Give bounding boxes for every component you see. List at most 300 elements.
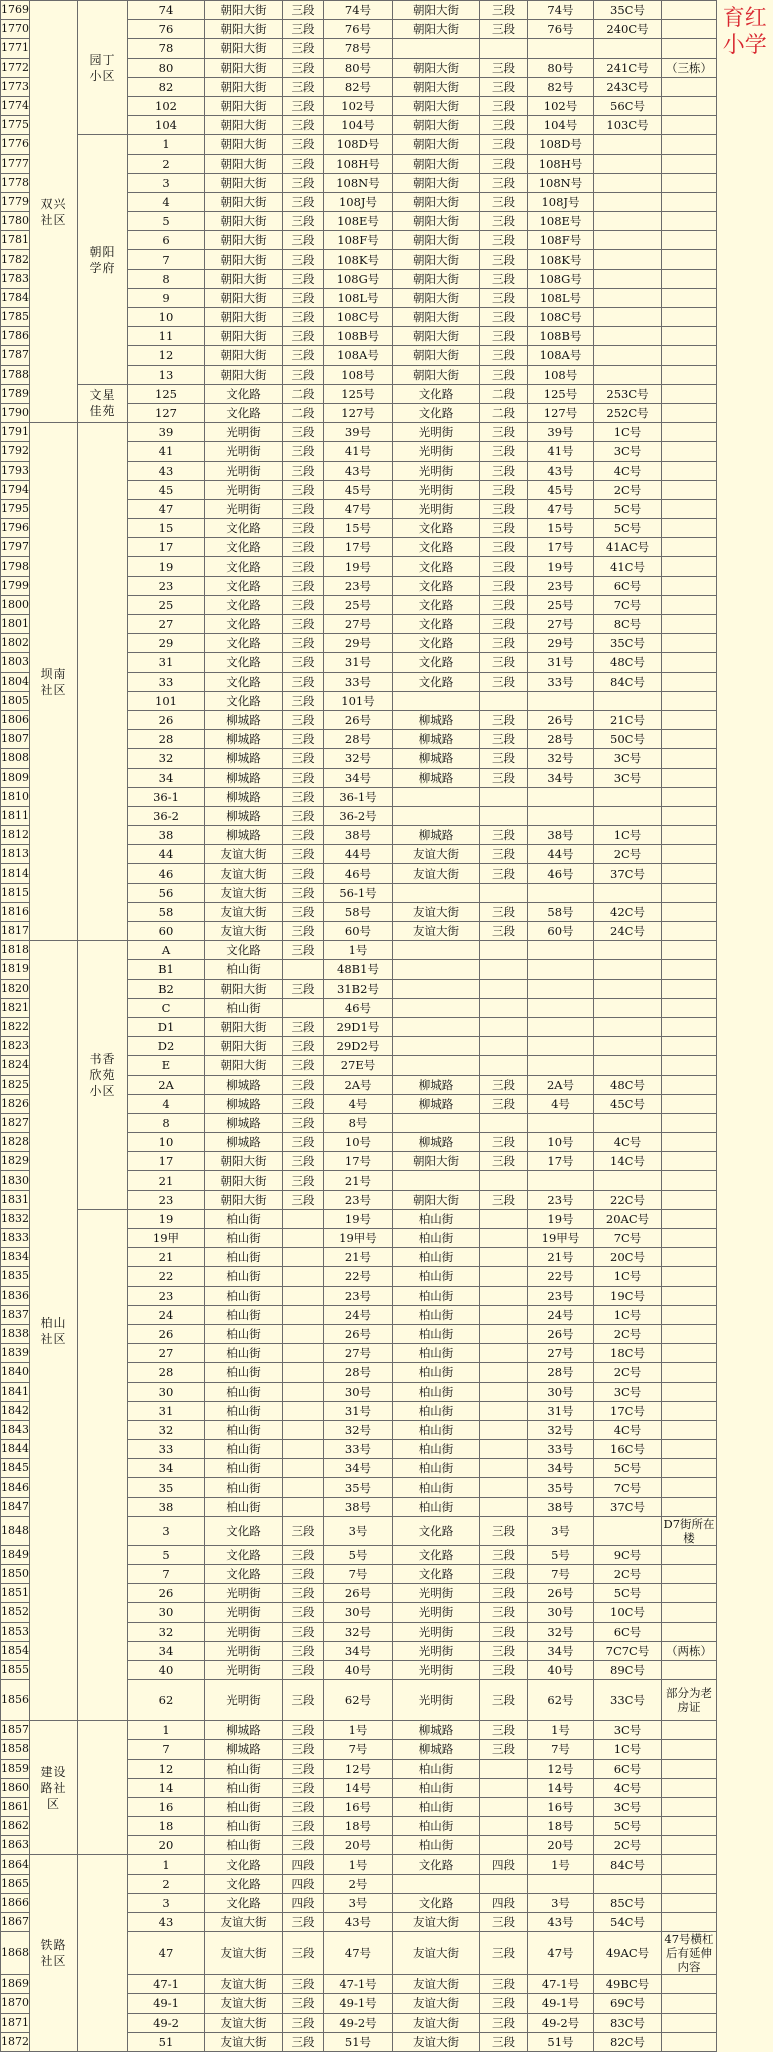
section-cell: 三段 — [283, 269, 324, 288]
door-no-registered-cell — [528, 979, 594, 998]
section-registered-cell: 四段 — [480, 1893, 528, 1912]
row-index-cell: 1843 — [1, 1420, 30, 1439]
building-code-cell — [594, 308, 662, 327]
note-cell — [662, 1420, 717, 1439]
table-row — [1, 1209, 773, 1228]
street-cell: 光明街 — [205, 1641, 283, 1660]
door-no-registered-cell: 33号 — [528, 672, 594, 691]
section-registered-cell: 三段 — [480, 192, 528, 211]
building-no-cell: 35 — [128, 1478, 205, 1497]
community-name-cell: 坝南 社区 — [30, 423, 78, 941]
row-index-cell: 1861 — [1, 1797, 30, 1816]
note-cell — [662, 1817, 717, 1836]
street-registered-cell: 柳城路 — [393, 768, 480, 787]
building-no-cell: 32 — [128, 1622, 205, 1641]
street-registered-cell: 柳城路 — [393, 1094, 480, 1113]
door-no-registered-cell: 3号 — [528, 1516, 594, 1545]
street-cell: 光明街 — [205, 1660, 283, 1679]
section-registered-cell — [480, 1171, 528, 1190]
section-registered-cell: 三段 — [480, 58, 528, 77]
door-no-registered-cell: 1号 — [528, 1855, 594, 1874]
street-cell: 文化路 — [205, 691, 283, 710]
door-no-registered-cell: 20号 — [528, 1836, 594, 1855]
street-registered-cell: 光明街 — [393, 423, 480, 442]
street-registered-cell: 柏山街 — [393, 1305, 480, 1324]
row-index-cell: 1793 — [1, 461, 30, 480]
street-cell: 柏山街 — [205, 1324, 283, 1343]
building-no-cell: 7 — [128, 1740, 205, 1759]
street-cell: 朝阳大街 — [205, 58, 283, 77]
door-no-cell: 19甲号 — [324, 1229, 393, 1248]
section-cell: 三段 — [283, 538, 324, 557]
row-index-cell: 1800 — [1, 595, 30, 614]
street-cell: 文化路 — [205, 1855, 283, 1874]
street-registered-cell: 友谊大街 — [393, 922, 480, 941]
street-registered-cell: 朝阳大街 — [393, 231, 480, 250]
street-registered-cell: 光明街 — [393, 1641, 480, 1660]
section-registered-cell: 三段 — [480, 480, 528, 499]
building-code-cell: 17C号 — [594, 1401, 662, 1420]
building-no-cell: 29 — [128, 634, 205, 653]
section-registered-cell: 三段 — [480, 1565, 528, 1584]
note-cell — [662, 1305, 717, 1324]
street-cell: 文化路 — [205, 941, 283, 960]
section-cell — [283, 1382, 324, 1401]
row-index-cell: 1785 — [1, 308, 30, 327]
door-no-registered-cell — [528, 1017, 594, 1036]
note-cell — [662, 1740, 717, 1759]
door-no-cell: 48B1号 — [324, 960, 393, 979]
building-no-cell: 1 — [128, 1721, 205, 1740]
door-no-registered-cell: 3号 — [528, 1893, 594, 1912]
door-no-cell: 108G号 — [324, 269, 393, 288]
street-cell: 朝阳大街 — [205, 1037, 283, 1056]
building-code-cell — [594, 327, 662, 346]
building-no-cell: 4 — [128, 192, 205, 211]
street-cell: 光明街 — [205, 1680, 283, 1721]
row-index-cell: 1790 — [1, 403, 30, 422]
section-registered-cell — [480, 1056, 528, 1075]
row-index-cell: 1798 — [1, 557, 30, 576]
street-registered-cell: 文化路 — [393, 519, 480, 538]
door-no-registered-cell: 26号 — [528, 1584, 594, 1603]
building-no-cell: C — [128, 998, 205, 1017]
street-cell: 柳城路 — [205, 749, 283, 768]
row-index-cell: 1812 — [1, 826, 30, 845]
note-cell — [662, 1229, 717, 1248]
section-cell: 三段 — [283, 845, 324, 864]
section-cell — [283, 1305, 324, 1324]
building-code-cell: 3C号 — [594, 1721, 662, 1740]
row-index-cell: 1772 — [1, 58, 30, 77]
row-index-cell: 1868 — [1, 1932, 30, 1975]
row-index-cell: 1784 — [1, 288, 30, 307]
street-registered-cell: 光明街 — [393, 461, 480, 480]
row-index-cell: 1809 — [1, 768, 30, 787]
door-no-cell: 102号 — [324, 96, 393, 115]
section-cell: 三段 — [283, 116, 324, 135]
door-no-registered-cell: 108号 — [528, 365, 594, 384]
section-registered-cell — [480, 1440, 528, 1459]
door-no-cell: 108F号 — [324, 231, 393, 250]
section-cell: 三段 — [283, 2013, 324, 2032]
note-cell — [662, 1113, 717, 1132]
row-index-cell: 1825 — [1, 1075, 30, 1094]
door-no-cell: 108H号 — [324, 154, 393, 173]
door-no-cell: 17号 — [324, 538, 393, 557]
door-no-cell: 78号 — [324, 39, 393, 58]
street-cell: 朝阳大街 — [205, 212, 283, 231]
row-index-cell: 1853 — [1, 1622, 30, 1641]
street-cell: 文化路 — [205, 519, 283, 538]
section-registered-cell: 三段 — [480, 653, 528, 672]
door-no-cell: 108E号 — [324, 212, 393, 231]
door-no-registered-cell: 15号 — [528, 519, 594, 538]
street-registered-cell: 柳城路 — [393, 1721, 480, 1740]
street-registered-cell: 柏山街 — [393, 1836, 480, 1855]
door-no-registered-cell: 49-2号 — [528, 2013, 594, 2032]
building-code-cell: 54C号 — [594, 1913, 662, 1932]
building-code-cell: 7C号 — [594, 1229, 662, 1248]
section-registered-cell: 三段 — [480, 365, 528, 384]
section-registered-cell: 三段 — [480, 1603, 528, 1622]
section-cell: 三段 — [283, 595, 324, 614]
street-cell: 文化路 — [205, 403, 283, 422]
building-no-cell: 21 — [128, 1171, 205, 1190]
door-no-registered-cell: 34号 — [528, 768, 594, 787]
note-cell — [662, 538, 717, 557]
street-cell: 朝阳大街 — [205, 327, 283, 346]
street-cell: 柏山街 — [205, 1836, 283, 1855]
row-index-cell: 1857 — [1, 1721, 30, 1740]
building-no-cell: 30 — [128, 1603, 205, 1622]
door-no-cell: 45号 — [324, 480, 393, 499]
street-cell: 朝阳大街 — [205, 1, 283, 20]
door-no-registered-cell: 34号 — [528, 1459, 594, 1478]
section-registered-cell: 三段 — [480, 826, 528, 845]
door-no-cell: 1号 — [324, 1855, 393, 1874]
row-index-cell: 1858 — [1, 1740, 30, 1759]
door-no-cell: 32号 — [324, 749, 393, 768]
building-no-cell: 41 — [128, 442, 205, 461]
section-cell: 三段 — [283, 806, 324, 825]
section-cell: 三段 — [283, 212, 324, 231]
street-cell: 柏山街 — [205, 1363, 283, 1382]
door-no-cell: 32号 — [324, 1622, 393, 1641]
section-cell — [283, 1497, 324, 1516]
note-cell — [662, 864, 717, 883]
door-no-registered-cell: 23号 — [528, 1286, 594, 1305]
building-code-cell: 56C号 — [594, 96, 662, 115]
street-cell: 柳城路 — [205, 1075, 283, 1094]
row-index-cell: 1837 — [1, 1305, 30, 1324]
row-index-cell: 1775 — [1, 116, 30, 135]
building-code-cell: 243C号 — [594, 77, 662, 96]
note-cell — [662, 806, 717, 825]
door-no-cell: 19号 — [324, 557, 393, 576]
building-no-cell: 51 — [128, 2032, 205, 2051]
street-cell: 朝阳大街 — [205, 135, 283, 154]
row-index-cell: 1770 — [1, 20, 30, 39]
building-code-cell: 241C号 — [594, 58, 662, 77]
row-index-cell: 1831 — [1, 1190, 30, 1209]
street-cell: 柏山街 — [205, 1478, 283, 1497]
section-cell: 三段 — [283, 557, 324, 576]
door-no-cell: 108J号 — [324, 192, 393, 211]
street-cell: 朝阳大街 — [205, 1017, 283, 1036]
section-cell: 三段 — [283, 308, 324, 327]
building-no-cell: 17 — [128, 538, 205, 557]
street-registered-cell: 光明街 — [393, 442, 480, 461]
row-index-cell: 1815 — [1, 883, 30, 902]
section-cell: 三段 — [283, 1817, 324, 1836]
note-cell — [662, 384, 717, 403]
row-index-cell: 1791 — [1, 423, 30, 442]
door-no-registered-cell: 25号 — [528, 595, 594, 614]
row-index-cell: 1850 — [1, 1565, 30, 1584]
note-cell — [662, 1017, 717, 1036]
street-registered-cell: 柏山街 — [393, 1778, 480, 1797]
street-cell: 柳城路 — [205, 768, 283, 787]
building-code-cell: 41C号 — [594, 557, 662, 576]
school-name-watermark: 育红 小学 — [722, 5, 767, 58]
section-cell — [283, 1286, 324, 1305]
street-registered-cell: 柏山街 — [393, 1497, 480, 1516]
section-registered-cell: 三段 — [480, 1994, 528, 2013]
door-no-cell: 23号 — [324, 1190, 393, 1209]
street-registered-cell — [393, 806, 480, 825]
street-cell: 柏山街 — [205, 1229, 283, 1248]
door-no-cell: 62号 — [324, 1680, 393, 1721]
section-cell: 三段 — [283, 1641, 324, 1660]
building-code-cell — [594, 979, 662, 998]
door-no-cell: 47-1号 — [324, 1975, 393, 1994]
door-no-cell: 24号 — [324, 1305, 393, 1324]
door-no-cell: 34号 — [324, 1641, 393, 1660]
note-cell — [662, 1401, 717, 1420]
building-no-cell: 58 — [128, 902, 205, 921]
section-cell: 三段 — [283, 1584, 324, 1603]
building-no-cell: 2A — [128, 1075, 205, 1094]
building-code-cell: 5C号 — [594, 519, 662, 538]
section-registered-cell: 三段 — [480, 768, 528, 787]
street-registered-cell: 柳城路 — [393, 749, 480, 768]
note-cell — [662, 135, 717, 154]
building-no-cell: 76 — [128, 20, 205, 39]
section-registered-cell: 三段 — [480, 595, 528, 614]
building-no-cell: 20 — [128, 1836, 205, 1855]
door-no-registered-cell: 32号 — [528, 749, 594, 768]
note-cell — [662, 499, 717, 518]
section-registered-cell — [480, 1267, 528, 1286]
door-no-cell: 34号 — [324, 1459, 393, 1478]
building-code-cell: 48C号 — [594, 1075, 662, 1094]
street-registered-cell: 友谊大街 — [393, 845, 480, 864]
door-no-registered-cell — [528, 1113, 594, 1132]
door-no-cell: 26号 — [324, 1324, 393, 1343]
street-registered-cell: 朝阳大街 — [393, 116, 480, 135]
building-no-cell: 34 — [128, 1459, 205, 1478]
section-cell — [283, 1324, 324, 1343]
street-cell: 光明街 — [205, 1584, 283, 1603]
door-no-registered-cell: 1号 — [528, 1721, 594, 1740]
street-cell: 朝阳大街 — [205, 1171, 283, 1190]
street-registered-cell: 光明街 — [393, 480, 480, 499]
door-no-registered-cell — [528, 998, 594, 1017]
door-no-cell: 23号 — [324, 576, 393, 595]
section-registered-cell: 三段 — [480, 922, 528, 941]
note-cell — [662, 1836, 717, 1855]
building-no-cell: A — [128, 941, 205, 960]
section-registered-cell — [480, 1363, 528, 1382]
building-code-cell — [594, 39, 662, 58]
door-no-registered-cell: 125号 — [528, 384, 594, 403]
community-name-cell: 建设 路社 区 — [30, 1721, 78, 1855]
street-registered-cell: 文化路 — [393, 1565, 480, 1584]
building-code-cell — [594, 806, 662, 825]
door-no-registered-cell — [528, 941, 594, 960]
section-registered-cell — [480, 1113, 528, 1132]
building-code-cell: 6C号 — [594, 1759, 662, 1778]
street-cell: 友谊大街 — [205, 1975, 283, 1994]
note-cell — [662, 1565, 717, 1584]
building-code-cell: 5C号 — [594, 1584, 662, 1603]
note-cell — [662, 672, 717, 691]
section-cell: 三段 — [283, 250, 324, 269]
building-no-cell: 7 — [128, 1565, 205, 1584]
street-cell: 光明街 — [205, 1603, 283, 1622]
building-no-cell: 56 — [128, 883, 205, 902]
section-registered-cell — [480, 39, 528, 58]
row-index-cell: 1818 — [1, 941, 30, 960]
note-cell — [662, 96, 717, 115]
street-registered-cell: 文化路 — [393, 1516, 480, 1545]
door-no-registered-cell: 108N号 — [528, 173, 594, 192]
section-cell — [283, 1459, 324, 1478]
building-no-cell: 31 — [128, 1401, 205, 1420]
row-index-cell: 1799 — [1, 576, 30, 595]
building-no-cell: 5 — [128, 1545, 205, 1564]
note-cell — [662, 1759, 717, 1778]
street-cell: 文化路 — [205, 595, 283, 614]
door-no-registered-cell: 49-1号 — [528, 1994, 594, 2013]
street-cell: 朝阳大街 — [205, 250, 283, 269]
section-cell: 四段 — [283, 1874, 324, 1893]
building-code-cell: 3C号 — [594, 749, 662, 768]
row-index-cell: 1779 — [1, 192, 30, 211]
note-cell — [662, 423, 717, 442]
building-code-cell — [594, 365, 662, 384]
row-index-cell: 1795 — [1, 499, 30, 518]
street-cell: 友谊大街 — [205, 922, 283, 941]
building-code-cell: 49BC号 — [594, 1975, 662, 1994]
door-no-cell: 47号 — [324, 1932, 393, 1975]
section-registered-cell — [480, 1459, 528, 1478]
building-no-cell: 39 — [128, 423, 205, 442]
building-code-cell — [594, 231, 662, 250]
building-code-cell: 2C号 — [594, 845, 662, 864]
street-registered-cell: 朝阳大街 — [393, 212, 480, 231]
building-no-cell: B2 — [128, 979, 205, 998]
note-cell — [662, 288, 717, 307]
section-cell: 三段 — [283, 1056, 324, 1075]
building-code-cell: 7C号 — [594, 595, 662, 614]
section-registered-cell — [480, 1759, 528, 1778]
row-index-cell: 1820 — [1, 979, 30, 998]
row-index-cell: 1777 — [1, 154, 30, 173]
door-no-registered-cell: 19号 — [528, 557, 594, 576]
door-no-registered-cell: 108G号 — [528, 269, 594, 288]
building-no-cell: 8 — [128, 1113, 205, 1132]
street-registered-cell: 朝阳大街 — [393, 288, 480, 307]
section-registered-cell — [480, 1382, 528, 1401]
section-registered-cell: 三段 — [480, 2032, 528, 2051]
door-no-registered-cell: 29号 — [528, 634, 594, 653]
door-no-registered-cell: 108J号 — [528, 192, 594, 211]
door-no-cell: 101号 — [324, 691, 393, 710]
building-no-cell: 22 — [128, 1267, 205, 1286]
section-registered-cell — [480, 1497, 528, 1516]
section-registered-cell: 三段 — [480, 1913, 528, 1932]
section-cell: 三段 — [283, 749, 324, 768]
building-code-cell — [594, 250, 662, 269]
row-index-cell: 1848 — [1, 1516, 30, 1545]
section-registered-cell — [480, 806, 528, 825]
building-no-cell: 102 — [128, 96, 205, 115]
section-registered-cell: 三段 — [480, 1545, 528, 1564]
section-cell: 三段 — [283, 1133, 324, 1152]
row-index-cell: 1867 — [1, 1913, 30, 1932]
row-index-cell: 1844 — [1, 1440, 30, 1459]
section-cell: 三段 — [283, 58, 324, 77]
building-no-cell: 13 — [128, 365, 205, 384]
building-code-cell: 103C号 — [594, 116, 662, 135]
door-no-cell: 76号 — [324, 20, 393, 39]
door-no-registered-cell: 27号 — [528, 1344, 594, 1363]
door-no-cell: 27号 — [324, 615, 393, 634]
note-cell — [662, 653, 717, 672]
note-cell — [662, 1248, 717, 1267]
section-cell: 三段 — [283, 423, 324, 442]
section-registered-cell: 三段 — [480, 1641, 528, 1660]
note-cell — [662, 941, 717, 960]
street-cell: 朝阳大街 — [205, 288, 283, 307]
building-code-cell — [594, 269, 662, 288]
row-index-cell: 1769 — [1, 1, 30, 20]
row-index-cell: 1869 — [1, 1975, 30, 1994]
street-cell: 柏山街 — [205, 1817, 283, 1836]
door-no-cell: 49-1号 — [324, 1994, 393, 2013]
section-cell: 三段 — [283, 96, 324, 115]
building-no-cell: 101 — [128, 691, 205, 710]
section-registered-cell: 三段 — [480, 845, 528, 864]
street-registered-cell: 柳城路 — [393, 1740, 480, 1759]
street-registered-cell: 朝阳大街 — [393, 77, 480, 96]
street-registered-cell: 朝阳大街 — [393, 365, 480, 384]
door-no-registered-cell: 108C号 — [528, 308, 594, 327]
community-name-cell: 柏山 社区 — [30, 941, 78, 1721]
note-cell: 47号横杠后有延伸内容 — [662, 1932, 717, 1975]
street-registered-cell: 光明街 — [393, 1680, 480, 1721]
door-no-cell: 38号 — [324, 1497, 393, 1516]
street-cell: 柏山街 — [205, 1759, 283, 1778]
note-cell — [662, 1622, 717, 1641]
building-code-cell: 3C号 — [594, 1797, 662, 1816]
door-no-registered-cell: 51号 — [528, 2032, 594, 2051]
door-no-cell: 1号 — [324, 941, 393, 960]
row-index-cell: 1811 — [1, 806, 30, 825]
note-cell — [662, 1584, 717, 1603]
